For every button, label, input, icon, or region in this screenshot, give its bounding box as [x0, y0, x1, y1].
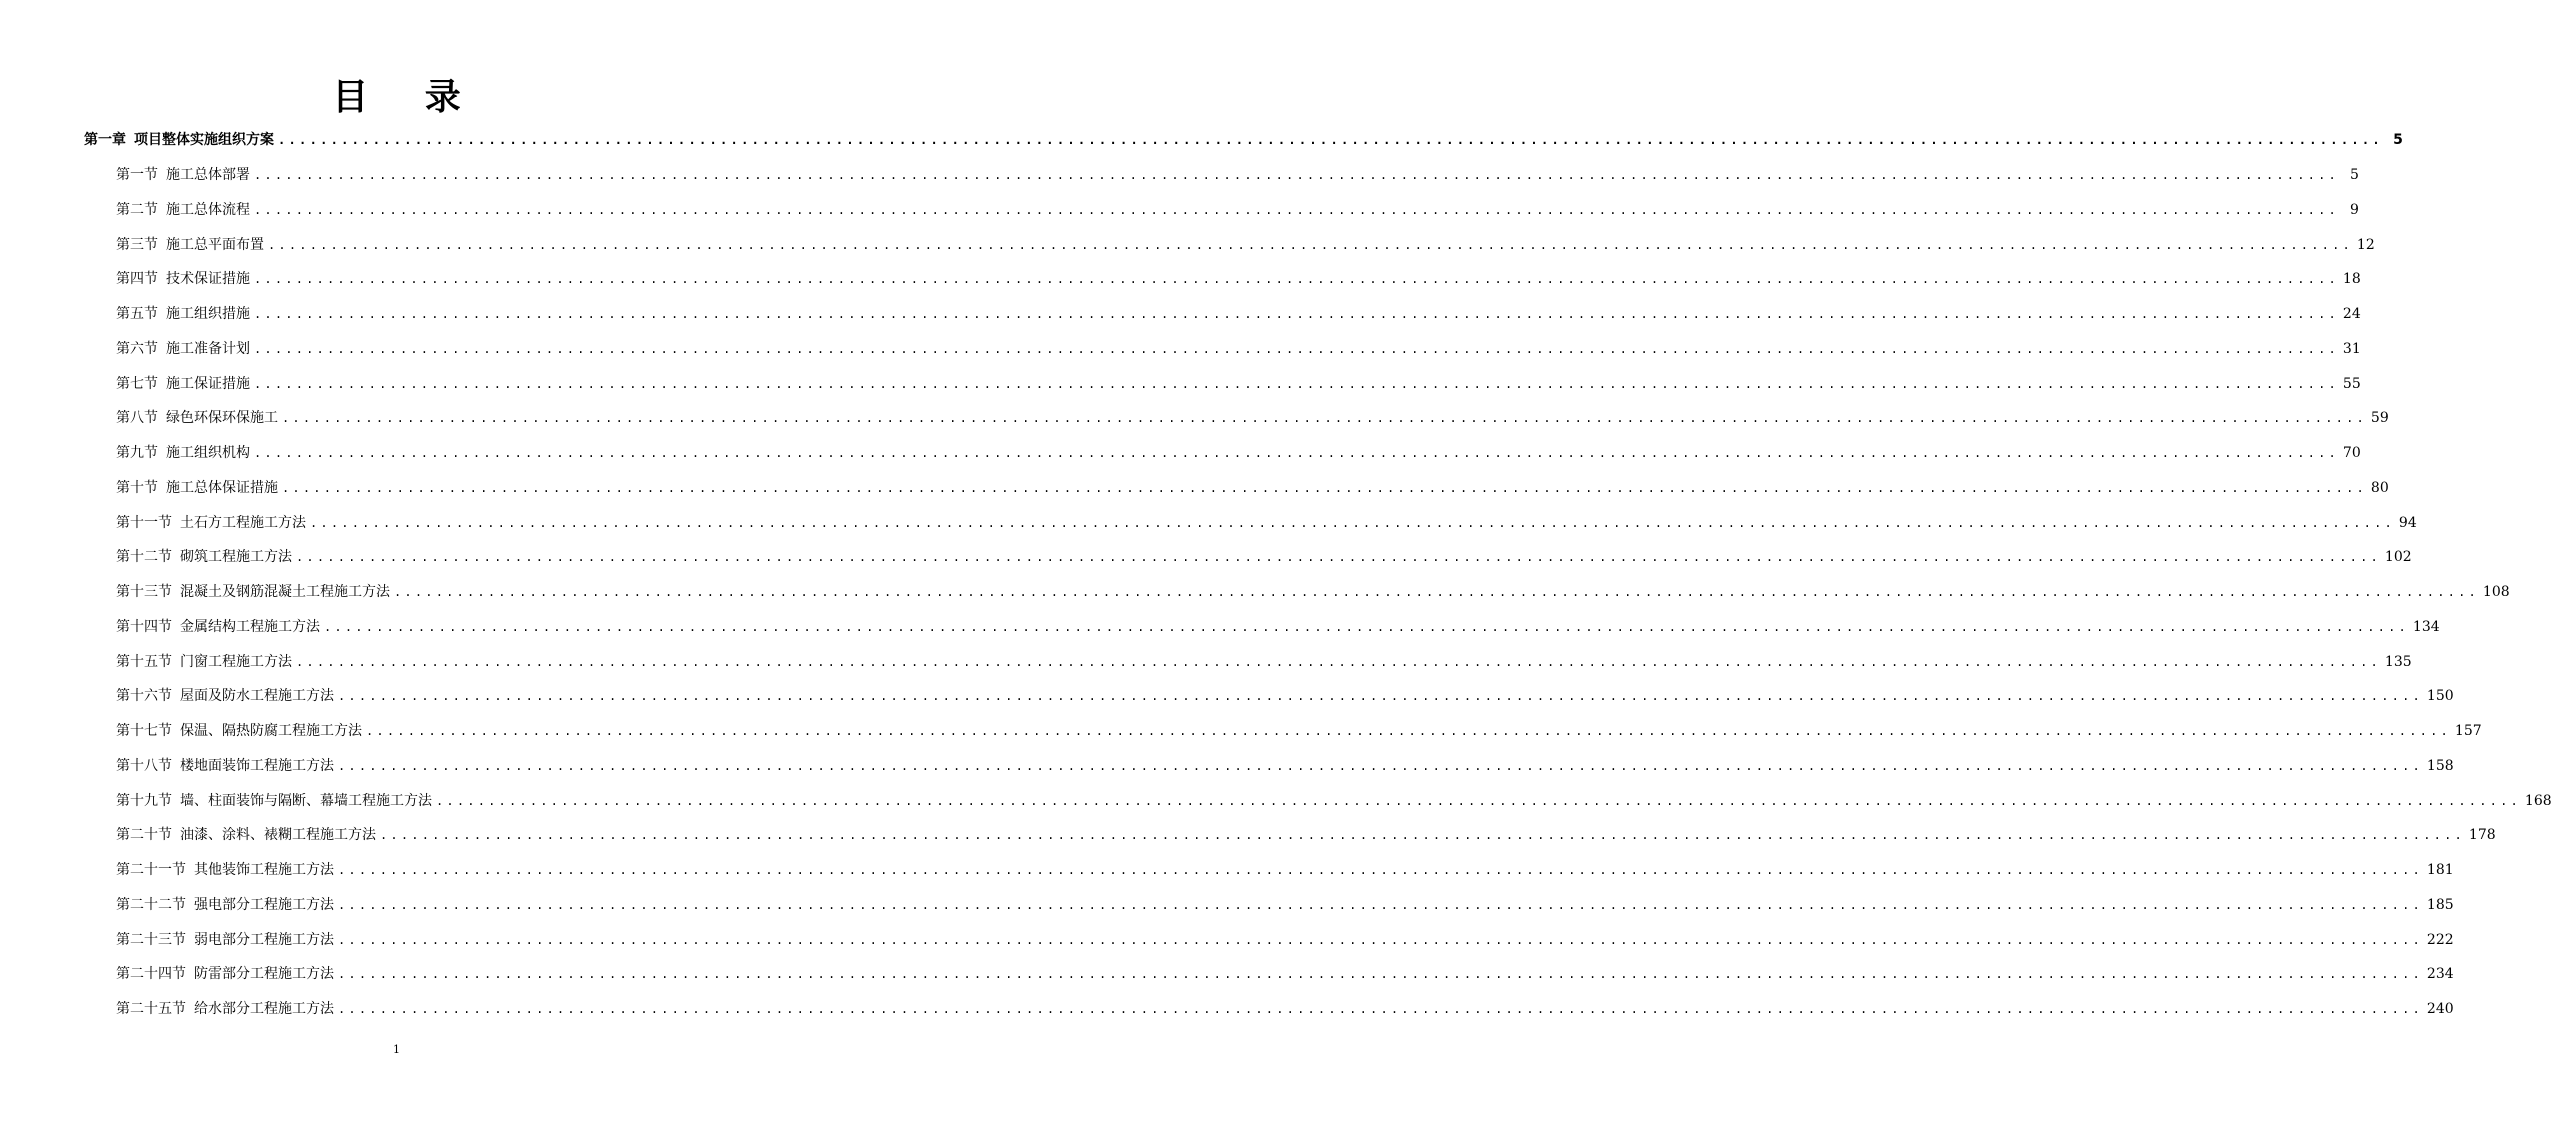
toc-section-entry[interactable] [116, 193, 2359, 227]
toc-leader-dots: ........................................................................................................................................................................................................ [338, 967, 2423, 982]
toc-leader-dots: ........................................................................................................................................................................................................ [268, 237, 2353, 252]
toc-entry-label [116, 575, 390, 609]
toc-entry-label [116, 158, 250, 192]
toc-entry-title: 施工保证措施 [166, 375, 250, 392]
toc-entry-title: 施工准备计划 [166, 340, 250, 357]
toc-page-number: 157 [2454, 723, 2482, 739]
toc-page-number: 24 [2342, 306, 2361, 322]
toc-entry-label [116, 367, 250, 401]
toc-page-number: 9 [2350, 201, 2359, 218]
toc-entry-title: 技术保证措施 [166, 271, 250, 288]
toc-entry-number: 第七节 [116, 375, 158, 392]
toc-page-number: 240 [2426, 1001, 2454, 1017]
toc-page-number: 70 [2342, 445, 2361, 461]
toc-page-number: 55 [2342, 375, 2361, 392]
toc-section-entry[interactable] [116, 853, 2454, 887]
toc-entry-number: 第九节 [116, 445, 158, 461]
toc-page-number: 59 [2370, 410, 2389, 427]
toc-leader-dots: ........................................................................................................................................................................................................ [296, 550, 2381, 565]
toc-entry-title: 绿色环保环保施工 [166, 410, 278, 427]
toc-entry-number: 第十四节 [116, 618, 172, 635]
toc-entry-label [116, 645, 292, 679]
toc-page-number: 134 [2412, 618, 2440, 635]
toc-page-number: 168 [2524, 792, 2552, 809]
toc-entry-title: 施工组织机构 [166, 445, 250, 461]
toc-section-entry[interactable] [116, 436, 2361, 470]
toc-entry-number: 第十一节 [116, 514, 172, 531]
toc-section-entry[interactable] [116, 506, 2417, 540]
toc-section-entry[interactable] [116, 401, 2389, 435]
toc-leader-dots: ........................................................................................................................................................................................................ [282, 411, 2367, 426]
toc-entry-number: 第二十二节 [116, 896, 186, 913]
toc-leader-dots: ........................................................................................................................................................................................................ [254, 341, 2339, 356]
toc-page-number: 178 [2468, 827, 2496, 844]
toc-entry-number: 第四节 [116, 271, 158, 288]
toc-entry-number: 第六节 [116, 340, 158, 357]
toc-entry-title: 油漆、涂料、裱糊工程施工方法 [180, 827, 376, 844]
toc-section-entry[interactable] [116, 818, 2496, 852]
toc-section-entry[interactable] [116, 332, 2361, 366]
toc-page-number: 185 [2426, 896, 2454, 913]
toc-entry-number: 第二十三节 [116, 931, 186, 948]
toc-section-entry[interactable] [116, 367, 2361, 401]
toc-page-number: 181 [2426, 862, 2454, 878]
toc-entry-title: 保温、隔热防腐工程施工方法 [180, 723, 362, 739]
toc-section-entry[interactable] [116, 297, 2361, 331]
toc-entry-label [116, 471, 278, 505]
toc-page-number: 158 [2426, 757, 2454, 774]
toc-page-number: 135 [2384, 653, 2412, 670]
toc-entry-number: 第十九节 [116, 792, 172, 809]
toc-page-number: 80 [2370, 479, 2389, 496]
toc-section-entry[interactable] [116, 888, 2454, 922]
toc-entry-label [116, 784, 432, 818]
toc-entry-title: 施工总平面布置 [166, 236, 264, 253]
toc-leader-dots: ........................................................................................................................................................................................................ [324, 619, 2409, 634]
toc-leader-dots: ........................................................................................................................................................................................................ [338, 897, 2423, 912]
toc-entry-number: 第五节 [116, 306, 158, 322]
toc-entry-number: 第十七节 [116, 723, 172, 739]
toc-entry-title: 墙、柱面装饰与隔断、幕墙工程施工方法 [180, 792, 432, 809]
toc-entry-number: 第八节 [116, 410, 158, 427]
toc-page-number: 18 [2342, 271, 2361, 288]
toc-entry-number: 第十二节 [116, 549, 172, 566]
toc-entry-label [116, 923, 334, 957]
toc-entry-number: 第二十一节 [116, 862, 186, 878]
toc-leader-dots: ........................................................................................................................................................................................................ [254, 307, 2339, 321]
toc-entry-label [116, 714, 362, 748]
toc-leader-dots: ........................................................................................................................................................................................................ [254, 272, 2339, 287]
toc-page-number: 102 [2384, 549, 2412, 566]
toc-leader-dots: ........................................................................................................................................................................................................ [338, 932, 2423, 947]
toc-entry-label [116, 888, 334, 922]
toc-entry-label [116, 992, 334, 1026]
toc-entry-label [116, 540, 292, 574]
page-title: 目 录 [332, 77, 483, 118]
footer-page-number: 1 [393, 1043, 400, 1056]
toc-leader-dots: ........................................................................................................................................................................................................ [338, 689, 2423, 704]
toc-entry-title: 门窗工程施工方法 [180, 653, 292, 670]
toc-entry-label [116, 506, 306, 540]
toc-page-number: 94 [2398, 514, 2417, 531]
toc-section-entry[interactable] [116, 262, 2361, 296]
toc-entry-number: 第十六节 [116, 688, 172, 705]
toc-leader-dots: ........................................................................................................................................................................................................ [394, 585, 2479, 599]
toc-entry-title: 项目整体实施组织方案 [134, 132, 274, 148]
toc-section-entry[interactable] [116, 575, 2510, 609]
toc-entry-label [116, 193, 250, 227]
toc-entry-title: 给水部分工程施工方法 [194, 1001, 334, 1017]
toc-entry-number: 第十节 [116, 479, 158, 496]
toc-section-entry[interactable] [116, 784, 2552, 818]
toc-page-number: 5 [2350, 167, 2359, 183]
toc-page-number: 12 [2356, 236, 2375, 253]
toc-entry-title: 砌筑工程施工方法 [180, 549, 292, 566]
toc-entry-label [116, 610, 320, 644]
toc-chapter-entry[interactable] [84, 123, 2403, 157]
toc-entry-label [116, 262, 250, 296]
toc-leader-dots: ........................................................................................................................................................................................................ [278, 133, 2383, 147]
toc-leader-dots: ........................................................................................................................................................................................................ [380, 828, 2465, 843]
toc-entry-title: 防雷部分工程施工方法 [194, 966, 334, 983]
toc-entry-title: 金属结构工程施工方法 [180, 618, 320, 635]
toc-page-number: 150 [2426, 688, 2454, 705]
toc-entry-number: 第二十节 [116, 827, 172, 844]
toc-section-entry[interactable] [116, 645, 2412, 679]
toc-section-entry[interactable] [116, 540, 2412, 574]
toc-section-entry[interactable] [116, 610, 2440, 644]
toc-section-entry[interactable] [116, 923, 2454, 957]
toc-entry-number: 第十五节 [116, 653, 172, 670]
toc-page-number: 234 [2426, 966, 2454, 983]
toc-entry-number: 第十三节 [116, 584, 172, 600]
toc-page-number: 222 [2426, 931, 2454, 948]
toc-entry-title: 弱电部分工程施工方法 [194, 931, 334, 948]
toc-entry-label [116, 332, 250, 366]
toc-entry-label [116, 749, 334, 783]
toc-entry-number: 第一章 [84, 132, 126, 148]
toc-entry-title: 楼地面装饰工程施工方法 [180, 757, 334, 774]
toc-section-entry[interactable] [116, 158, 2359, 192]
toc-entry-number: 第十八节 [116, 757, 172, 774]
toc-entry-title: 施工总体流程 [166, 201, 250, 218]
toc-entry-number: 第二十四节 [116, 966, 186, 983]
toc-page-number: 31 [2342, 340, 2361, 357]
toc-leader-dots: ........................................................................................................................................................................................................ [436, 793, 2521, 808]
toc-leader-dots: ........................................................................................................................................................................................................ [338, 1002, 2423, 1016]
toc-entry-label [116, 957, 334, 991]
toc-section-entry[interactable] [116, 957, 2454, 991]
toc-leader-dots: ........................................................................................................................................................................................................ [310, 515, 2395, 530]
toc-section-entry[interactable] [116, 471, 2389, 505]
toc-entry-label [116, 818, 376, 852]
toc-entry-title: 屋面及防水工程施工方法 [180, 688, 334, 705]
toc-entry-title: 施工总体部署 [166, 167, 250, 183]
toc-section-entry[interactable] [116, 228, 2375, 262]
toc-leader-dots: ........................................................................................................................................................................................................ [282, 480, 2367, 495]
toc-entry-label [116, 679, 334, 713]
toc-entry-title: 施工总体保证措施 [166, 479, 278, 496]
toc-entry-title: 混凝土及钢筋混凝土工程施工方法 [180, 584, 390, 600]
toc-entry-number: 第二十五节 [116, 1001, 186, 1017]
toc-entry-title: 强电部分工程施工方法 [194, 896, 334, 913]
toc-entry-number: 第二节 [116, 201, 158, 218]
toc-section-entry[interactable] [116, 992, 2454, 1026]
toc-entry-label [116, 228, 264, 262]
toc-section-entry[interactable] [116, 749, 2454, 783]
toc-entry-label [84, 123, 274, 157]
toc-entry-number: 第一节 [116, 167, 158, 183]
toc-entry-title: 其他装饰工程施工方法 [194, 862, 334, 878]
toc-entry-number: 第三节 [116, 236, 158, 253]
toc-section-entry[interactable] [116, 679, 2454, 713]
toc-page-number: 5 [2393, 132, 2403, 148]
toc-leader-dots: ........................................................................................................................................................................................................ [338, 863, 2423, 877]
toc-leader-dots: ........................................................................................................................................................................................................ [254, 376, 2339, 391]
toc-entry-label [116, 436, 250, 470]
toc-section-entry[interactable] [116, 714, 2482, 748]
toc-entry-title: 土石方工程施工方法 [180, 514, 306, 531]
toc-leader-dots: ........................................................................................................................................................................................................ [296, 654, 2381, 669]
toc-entry-label [116, 297, 250, 331]
toc-entry-label [116, 401, 278, 435]
toc-leader-dots: ........................................................................................................................................................................................................ [254, 202, 2339, 217]
toc-entry-label [116, 853, 334, 887]
toc-leader-dots: ........................................................................................................................................................................................................ [366, 724, 2451, 738]
toc-leader-dots: ........................................................................................................................................................................................................ [254, 168, 2339, 182]
toc-page-number: 108 [2482, 584, 2510, 600]
toc-entry-title: 施工组织措施 [166, 306, 250, 322]
toc-leader-dots: ........................................................................................................................................................................................................ [254, 446, 2339, 460]
toc-leader-dots: ........................................................................................................................................................................................................ [338, 758, 2423, 773]
